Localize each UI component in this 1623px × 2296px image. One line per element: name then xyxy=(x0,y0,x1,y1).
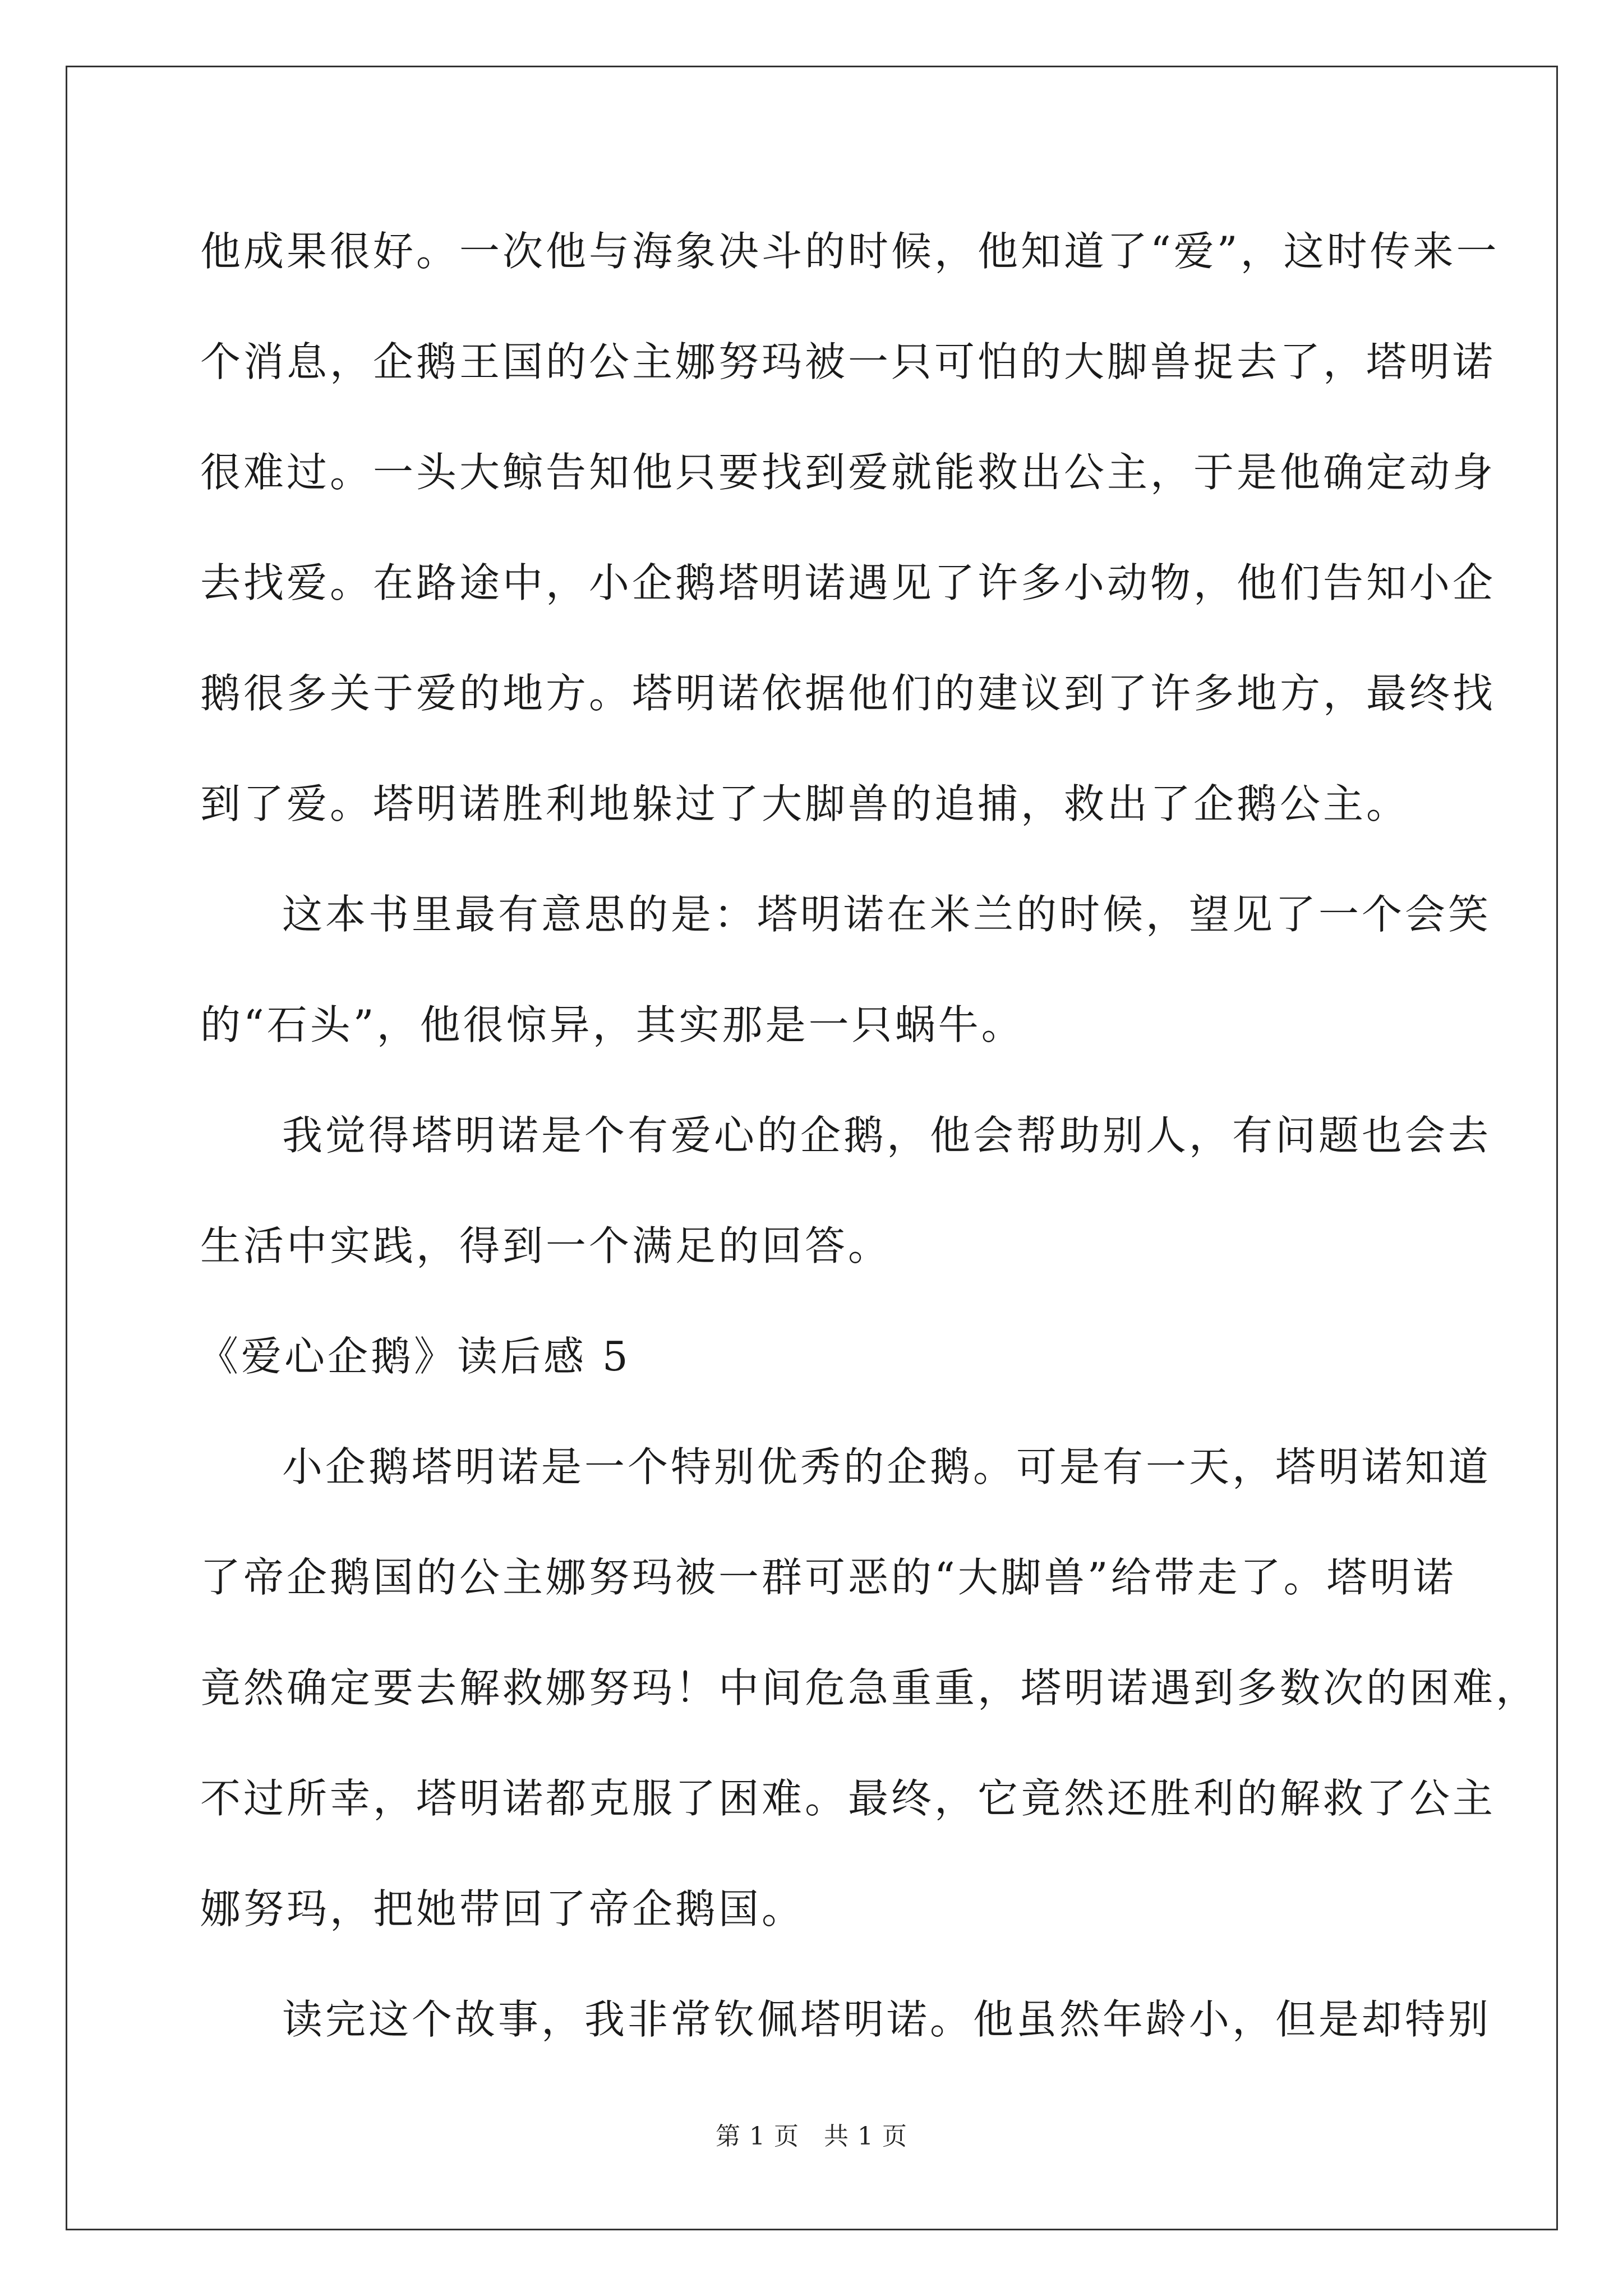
text-line: 了帝企鹅国的公主娜努玛被一群可恶的“大脚兽”给带走了。塔明诺 xyxy=(200,1554,1456,1601)
paragraph-start-line: 这本书里最有意思的是：塔明诺在米兰的时候，望见了一个会笑 xyxy=(282,891,1492,938)
section-heading: 《爱心企鹅》读后感 5 xyxy=(198,1333,631,1380)
page-footer xyxy=(0,2116,1623,2152)
text-line: 个消息，企鹅王国的公主娜努玛被一只可怕的大脚兽捉去了，塔明诺 xyxy=(200,338,1496,385)
page-total: 共 1 页 xyxy=(824,2122,907,2151)
text-line: 娜努玛，把她带回了帝企鹅国。 xyxy=(200,1885,805,1932)
text-line: 不过所幸，塔明诺都克服了困难。最终，它竟然还胜利的解救了公主 xyxy=(200,1775,1496,1822)
text-line: 很难过。一头大鲸告知他只要找到爱就能救出公主，于是他确定动身 xyxy=(200,449,1496,496)
page-number: 第 1 页 xyxy=(716,2122,799,2151)
paragraph-start-line: 小企鹅塔明诺是一个特别优秀的企鹅。可是有一天，塔明诺知道 xyxy=(282,1443,1492,1490)
document-body xyxy=(198,196,1539,2075)
paragraph-start-line: 我觉得塔明诺是个有爱心的企鹅，他会帮助别人，有问题也会去 xyxy=(282,1112,1492,1159)
text-line: 生活中实践，得到一个满足的回答。 xyxy=(200,1222,892,1269)
paragraph-start-line: 读完这个故事，我非常钦佩塔明诺。他虽然年龄小，但是却特别 xyxy=(282,1996,1492,2043)
text-line: 到了爱。塔明诺胜利地躲过了大脚兽的追捕，救出了企鹅公主。 xyxy=(200,780,1410,827)
text-line: 他成果很好。一次他与海象决斗的时候，他知道了“爱”，这时传来一 xyxy=(200,228,1500,275)
text-line: 的“石头”，他很惊异，其实那是一只蜗牛。 xyxy=(200,1001,1025,1048)
text-line: 去找爱。在路途中，小企鹅塔明诺遇见了许多小动物，他们告知小企 xyxy=(200,559,1496,606)
text-line: 鹅很多关于爱的地方。塔明诺依据他们的建议到了许多地方，最终找 xyxy=(200,670,1496,717)
text-line: 竟然确定要去解救娜努玛！中间危急重重，塔明诺遇到多数次的困难， xyxy=(200,1664,1539,1711)
